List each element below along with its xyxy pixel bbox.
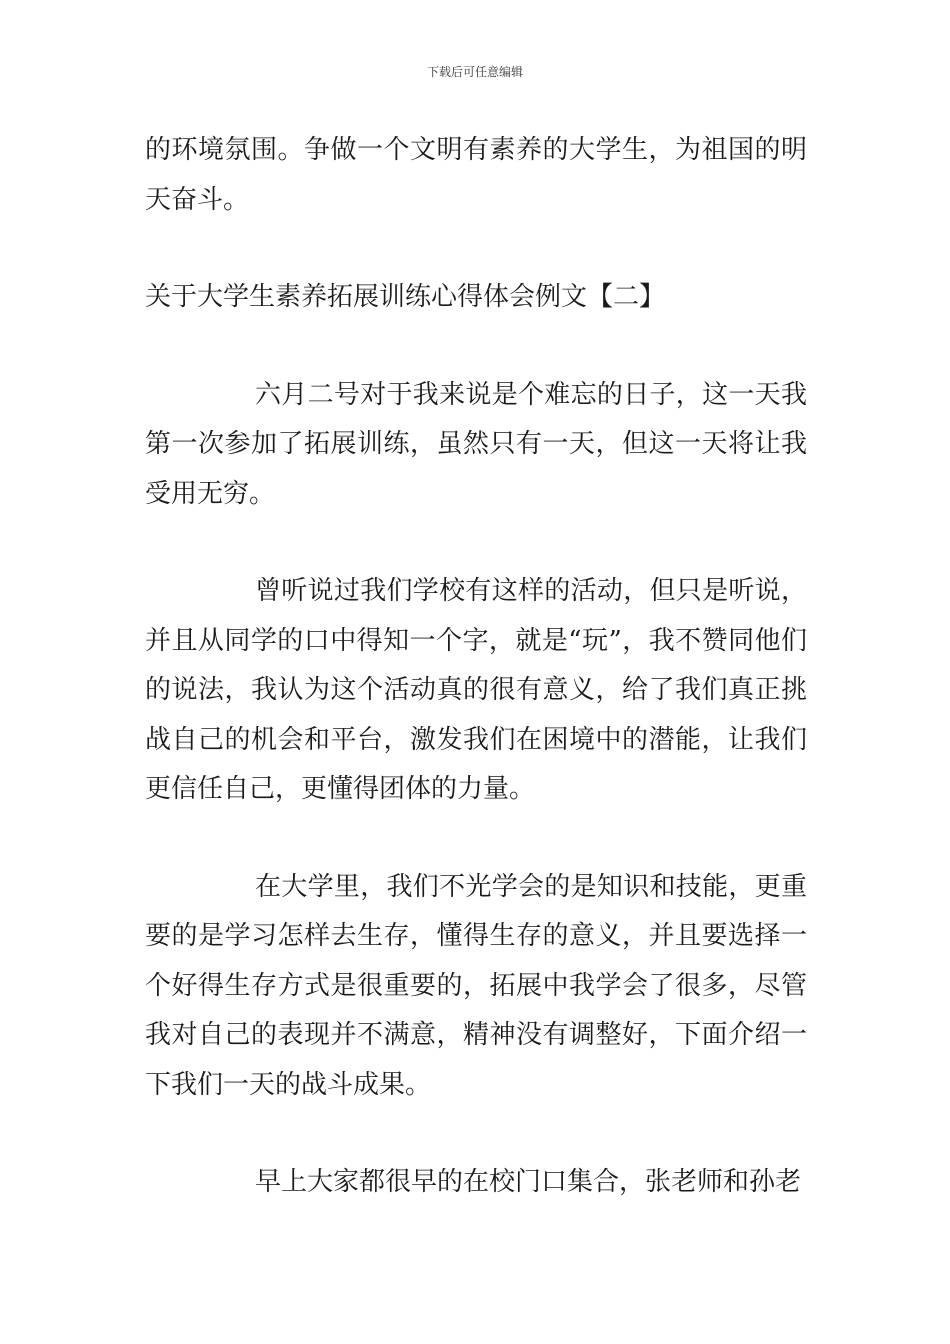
paragraph-continuation: 的环境氛围。争做一个文明有素养的大学生，为祖国的明天奋斗。 xyxy=(145,135,807,215)
section-heading: 关于大学生素养拓展训练心得体会例文【二】 xyxy=(145,282,666,312)
paragraph: 曾听说过我们学校有这样的活动，但只是听说，并且从同学的口中得知一个字，就是“玩”，我不赞同他们的说法，我认为这个活动真的很有意义，给了我们真正挑战自己的机会和平台，激发我们在困境中的潜能，让我们更信任自己，更懂得团体的力量。 xyxy=(145,576,807,804)
paragraph: 在大学里，我们不光学会的是知识和技能，更重要的是学习怎样去生存，懂得生存的意义，并且要选择一个好得生存方式是很重要的，拓展中我学会了很多，尽管我对自己的表现并不满意，精神没有调整好，下面介绍一下我们一天的战斗成果。 xyxy=(145,871,807,1100)
page-header: 下载后可任意编辑 xyxy=(426,65,523,79)
paragraph: 六月二号对于我来说是个难忘的日子，这一天我第一次参加了拓展训练，虽然只有一天，但这一天将让我受用无穷。 xyxy=(145,379,807,509)
document-body xyxy=(145,126,807,1208)
paragraph: 早上大家都很早的在校门口集合，张老师和孙老 xyxy=(255,1167,802,1197)
